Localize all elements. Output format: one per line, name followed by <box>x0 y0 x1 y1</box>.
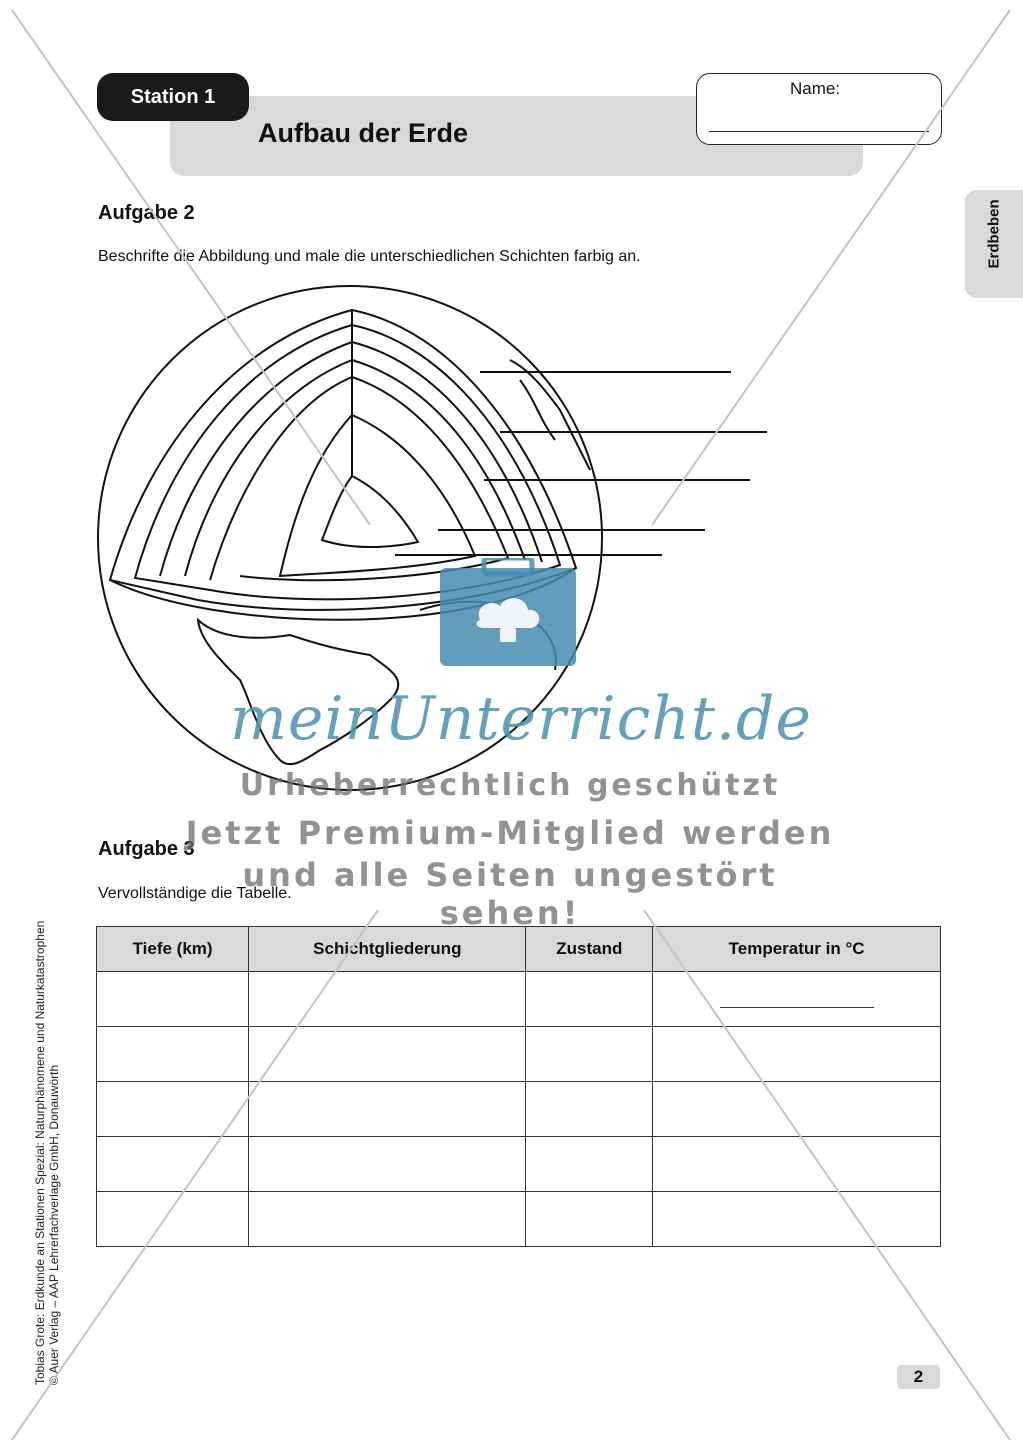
watermark-line-4 <box>644 910 1010 1440</box>
page-number: 2 <box>897 1365 940 1389</box>
credit-line-1: Tobias Grote: Erdkunde an Stationen Spezial: Naturphänomene und Naturkatastrophen <box>33 920 47 1385</box>
task3-instruction: Vervollständige die Tabelle. <box>98 885 292 902</box>
watermark-line-1 <box>12 10 370 525</box>
watermark-line-premium: Jetzt Premium-Mitglied werden <box>185 814 835 852</box>
briefcase-icon <box>440 558 576 666</box>
table-header-cell: Zustand <box>526 927 653 972</box>
watermark-line-view: und alle Seiten ungestört sehen! <box>242 856 778 932</box>
credit-line-2: © Auer Verlag – AAP Lehrerfachverlage GmbH, Donauwörth <box>47 1064 61 1385</box>
name-label: Name: <box>790 79 841 98</box>
side-tab-label: Erdbeben <box>985 199 1003 269</box>
watermark-brand: meinUnterricht.de <box>230 684 812 754</box>
table-header-cell: Tiefe (km) <box>97 927 249 972</box>
station-badge: Station 1 <box>97 73 249 121</box>
task3-heading: Aufgabe 3 <box>98 838 195 860</box>
watermark-line-2 <box>652 10 1010 525</box>
watermark-line-copyright: Urheberrechtlich geschützt <box>239 768 781 803</box>
watermark-line-3 <box>12 910 378 1440</box>
table-header-cell: Schichtgliederung <box>249 927 526 972</box>
page-title: Aufbau der Erde <box>258 118 469 148</box>
task2-instruction: Beschrifte die Abbildung und male die unterschiedlichen Schichten farbig an. <box>98 248 641 265</box>
task2-heading: Aufgabe 2 <box>98 202 195 224</box>
table-header-cell: Temperatur in °C <box>653 927 941 972</box>
